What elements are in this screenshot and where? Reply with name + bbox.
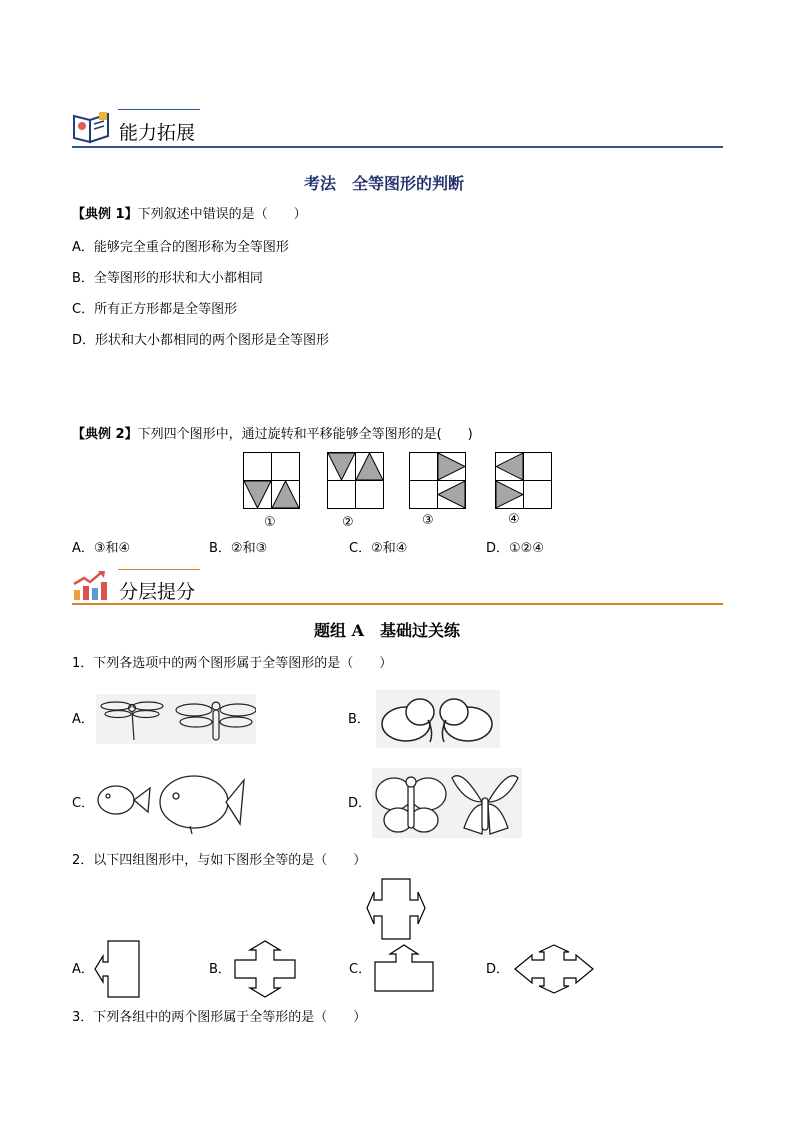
fish-image <box>94 766 246 836</box>
section2-divider <box>72 603 723 605</box>
group-title: 题组 A 基础过关练 <box>314 621 460 640</box>
example1-option-c: C．所有正方形都是全等图形 <box>72 302 238 317</box>
q1-option-a-label: A． <box>72 712 94 727</box>
q1-option-c-label: C． <box>72 796 95 811</box>
figure-3-label: ③ <box>422 513 434 528</box>
section-title-ability: 能力拓展 <box>119 122 196 144</box>
q1-option-d-label: D． <box>348 796 372 811</box>
q3-question: 3．下列各组中的两个图形属于全等形的是（ ） <box>72 1010 367 1025</box>
example2-label: 【典例 2】 <box>72 427 138 442</box>
section-title-layered: 分层提分 <box>119 581 196 603</box>
section-divider-top <box>118 109 200 110</box>
figure-2-label: ② <box>342 515 354 530</box>
example1-option-a: A．能够完全重合的图形称为全等图形 <box>72 240 289 255</box>
q2-shape-c <box>374 944 434 992</box>
q2-option-b-label: B． <box>209 962 231 977</box>
reference-shape <box>366 878 426 940</box>
q2-option-a-label: A． <box>72 962 94 977</box>
example1-label: 【典例 1】 <box>72 207 138 222</box>
example2-option-a: A．③和④ <box>72 541 131 556</box>
elephant-image <box>376 690 500 748</box>
q2-option-c-label: C． <box>349 962 372 977</box>
dragonfly-image <box>96 694 256 744</box>
figure-1-label: ① <box>264 515 276 530</box>
section2-divider-top <box>118 569 200 570</box>
figure-3 <box>409 452 466 513</box>
q2-shape-a <box>94 940 140 998</box>
figure-4-label: ④ <box>508 512 520 527</box>
book-icon <box>72 110 112 144</box>
example1-text: 下列叙述中错误的是（ ） <box>137 207 307 222</box>
q2-option-d-label: D． <box>486 962 510 977</box>
q2-shape-d <box>514 944 594 994</box>
section-divider <box>72 146 723 148</box>
example1-option-b: B．全等图形的形状和大小都相同 <box>72 271 263 286</box>
example1-option-d: D．形状和大小都相同的两个图形是全等图形 <box>72 333 330 348</box>
example2-option-d: D．①②④ <box>486 541 544 556</box>
butterfly-image <box>372 768 522 838</box>
figure-2 <box>327 452 384 513</box>
example2-option-b: B．②和③ <box>209 541 268 556</box>
q2-question: 2．以下四组图形中，与如下图形全等的是（ ） <box>72 853 367 868</box>
example2-option-c: C．②和④ <box>349 541 408 556</box>
example1-question <box>72 207 307 223</box>
q1-option-b-label: B． <box>348 712 370 727</box>
chart-growth-icon <box>72 570 108 602</box>
figure-1 <box>243 452 300 513</box>
figure-4 <box>495 452 552 513</box>
q2-shape-b <box>234 940 296 998</box>
q1-question: 1．下列各选项中的两个图形属于全等图形的是（ ） <box>72 656 393 671</box>
method-title: 考法 全等图形的判断 <box>304 174 465 193</box>
example2-text: 下列四个图形中，通过旋转和平移能够全等图形的是( ) <box>137 427 473 442</box>
example2-question <box>72 427 473 443</box>
